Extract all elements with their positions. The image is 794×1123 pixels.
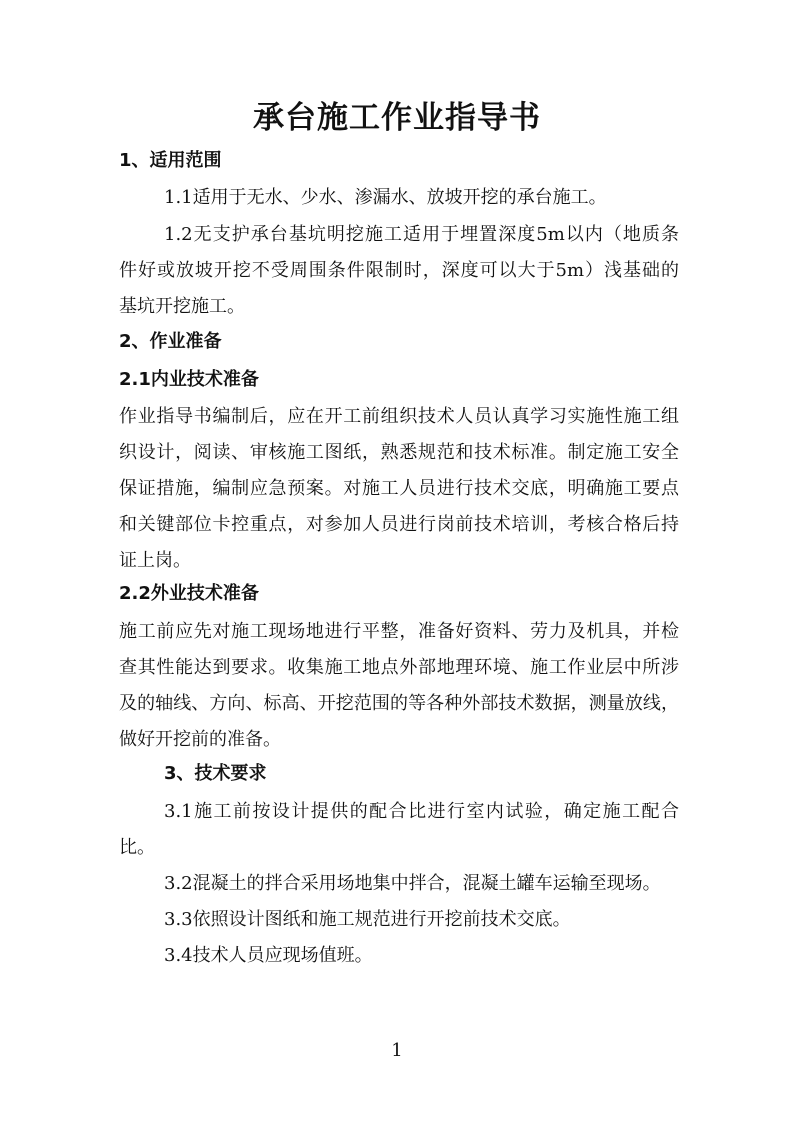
paragraph-2-1-line-5: 证上岗。 [119, 550, 191, 571]
paragraph-2-2-line-3: 及的轴线、方向、标高、开挖范围的等各种外部技术数据，测量放线， [119, 693, 679, 714]
section-2-2-heading: 2.2外业技术准备 [119, 583, 259, 604]
paragraph-2-1-line-1: 作业指导书编制后，应在开工前组织技术人员认真学习实施性施工组 [119, 406, 679, 427]
paragraph-2-1-line-4: 和关键部位卡控重点，对参加人员进行岗前技术培训，考核合格后持 [119, 514, 679, 535]
document-title: 承台施工作业指导书 [253, 100, 541, 136]
section-3-heading: 3、技术要求 [164, 763, 267, 784]
section-2-1-heading: 2.1内业技术准备 [119, 369, 259, 390]
page-number: 1 [391, 1040, 403, 1061]
paragraph-1-1: 1.1适用于无水、少水、渗漏水、放坡开挖的承台施工。 [164, 187, 607, 208]
paragraph-2-1-line-2: 织设计，阅读、审核施工图纸，熟悉规范和技术标准。制定施工安全 [119, 442, 679, 463]
paragraph-2-1-line-3: 保证措施，编制应急预案。对施工人员进行技术交底，明确施工要点 [119, 478, 679, 499]
paragraph-3-3: 3.3依照设计图纸和施工规范进行开挖前技术交底。 [164, 909, 571, 930]
paragraph-3-4: 3.4技术人员应现场值班。 [164, 945, 373, 966]
paragraph-1-2-line-1: 1.2无支护承台基坑明挖施工适用于埋置深度5m以内（地质条 [164, 224, 679, 245]
paragraph-1-2-line-3: 基坑开挖施工。 [119, 296, 245, 317]
paragraph-3-2: 3.2混凝土的拌合采用场地集中拌合，混凝土罐车运输至现场。 [164, 873, 661, 894]
paragraph-2-2-line-1: 施工前应先对施工现场地进行平整，准备好资料、劳力及机具，并检 [119, 621, 679, 642]
paragraph-1-2-line-2: 件好或放坡开挖不受周围条件限制时，深度可以大于5m）浅基础的 [119, 260, 679, 281]
section-2-heading: 2、作业准备 [119, 331, 222, 352]
paragraph-2-2-line-4: 做好开挖前的准备。 [119, 729, 281, 750]
paragraph-2-2-line-2: 查其性能达到要求。收集施工地点外部地理环境、施工作业层中所涉 [119, 657, 679, 678]
paragraph-3-1-line-2: 比。 [119, 837, 155, 858]
paragraph-3-1-line-1: 3.1施工前按设计提供的配合比进行室内试验，确定施工配合 [164, 801, 679, 822]
section-1-heading: 1、适用范围 [119, 150, 222, 171]
